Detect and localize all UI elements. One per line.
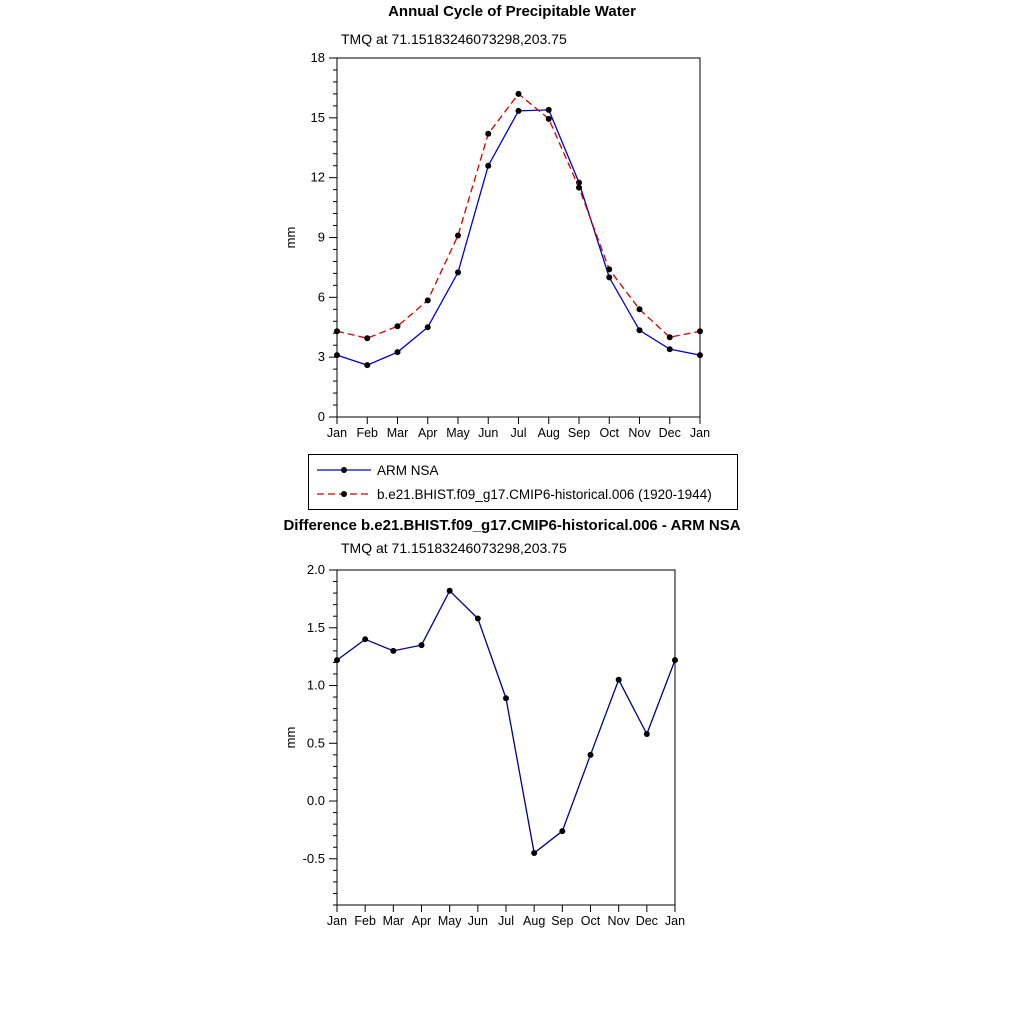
data-point — [616, 677, 622, 683]
x-tick-label: Aug — [523, 914, 546, 928]
x-tick-label: Jun — [478, 426, 499, 440]
data-point — [425, 324, 431, 330]
data-point — [606, 266, 612, 272]
y-axis-label: mm — [283, 226, 298, 249]
y-tick-label: -0.5 — [302, 850, 325, 866]
x-tick-label: Feb — [354, 914, 376, 928]
x-tick-label: Apr — [411, 914, 432, 928]
x-tick-label: Mar — [386, 426, 409, 440]
legend-line-sample — [315, 486, 373, 502]
data-point — [516, 108, 522, 114]
legend — [308, 454, 738, 510]
data-point — [334, 352, 340, 358]
data-point — [697, 352, 703, 358]
data-point — [364, 335, 370, 341]
x-tick-label: Jan — [326, 914, 348, 928]
x-tick-label: Oct — [599, 426, 619, 440]
chart-2-canvas — [270, 556, 730, 931]
y-tick-label: 1.0 — [306, 677, 325, 693]
y-tick-label: 0.5 — [306, 735, 325, 751]
x-tick-label: Nov — [628, 426, 651, 440]
legend-item-arm-nsa — [315, 458, 731, 482]
y-tick-label: 1.5 — [306, 619, 325, 635]
x-tick-label: Dec — [635, 914, 658, 928]
legend-label: ARM NSA — [377, 462, 439, 478]
y-tick-label: 15 — [310, 109, 325, 125]
data-point — [362, 636, 368, 642]
x-tick-label: Dec — [658, 426, 681, 440]
x-tick-label: Jan — [326, 426, 348, 440]
x-tick-label: Jan — [664, 914, 686, 928]
x-tick-label: Jun — [467, 914, 488, 928]
y-axis-label: mm — [283, 726, 298, 749]
data-point — [637, 327, 643, 333]
x-tick-label: Nov — [607, 914, 630, 928]
data-point — [546, 107, 552, 113]
x-tick-label: Sep — [567, 426, 591, 440]
x-tick-label: May — [437, 914, 462, 928]
legend-marker — [341, 491, 347, 497]
data-point — [455, 233, 461, 239]
data-point — [503, 695, 509, 701]
data-point — [485, 131, 491, 137]
legend-label: b.e21.BHIST.f09_g17.CMIP6-historical.006 (1920-1944) — [377, 486, 712, 502]
x-tick-label: Jul — [510, 426, 527, 440]
y-tick-label: 9 — [317, 229, 325, 245]
legend-line-sample — [315, 462, 373, 478]
chart-1-subtitle: TMQ at 71.15183246073298,203.75 — [341, 31, 567, 47]
x-tick-label: Sep — [551, 914, 574, 928]
data-point — [637, 306, 643, 312]
legend-item-model — [315, 482, 731, 506]
series-line — [337, 94, 700, 338]
data-point — [644, 731, 650, 737]
x-tick-label: Feb — [356, 426, 379, 440]
data-point — [419, 642, 425, 648]
data-point — [606, 274, 612, 280]
data-point — [667, 346, 673, 352]
data-point — [334, 328, 340, 334]
x-tick-label: Apr — [418, 426, 438, 440]
y-tick-label: 6 — [317, 289, 325, 305]
data-point — [390, 648, 396, 654]
x-tick-label: May — [446, 426, 470, 440]
data-point — [395, 349, 401, 355]
x-tick-label: Aug — [537, 426, 560, 440]
data-point — [455, 269, 461, 275]
data-point — [364, 362, 370, 368]
data-point — [425, 297, 431, 303]
data-point — [559, 828, 565, 834]
data-point — [588, 752, 594, 758]
data-point — [697, 328, 703, 334]
x-tick-label: Jul — [498, 914, 514, 928]
series-line — [337, 110, 700, 365]
data-point — [667, 334, 673, 340]
y-tick-label: 3 — [317, 349, 325, 365]
y-tick-label: 2.0 — [306, 562, 325, 577]
data-point — [516, 91, 522, 97]
x-tick-label: Oct — [580, 914, 601, 928]
data-point — [485, 163, 491, 169]
y-tick-label: 12 — [310, 169, 325, 185]
data-point — [672, 657, 678, 663]
data-point — [475, 616, 481, 622]
y-tick-label: 18 — [310, 50, 325, 65]
legend-marker — [341, 467, 347, 473]
x-tick-label: Mar — [382, 914, 405, 928]
chart-1-canvas — [270, 46, 770, 446]
chart-1-title: Annual Cycle of Precipitable Water — [388, 3, 636, 20]
data-point — [334, 657, 340, 663]
x-tick-label: Jan — [689, 426, 711, 440]
y-tick-label: 0.0 — [306, 793, 325, 809]
data-point — [395, 323, 401, 329]
data-point — [546, 116, 552, 122]
y-tick-label: 0 — [317, 409, 325, 424]
data-point — [531, 850, 537, 856]
data-point — [576, 185, 582, 191]
chart-2-subtitle: TMQ at 71.15183246073298,203.75 — [341, 540, 567, 556]
plot-frame — [337, 570, 675, 905]
series-line — [337, 591, 675, 853]
data-point — [447, 588, 453, 594]
chart-2-title: Difference b.e21.BHIST.f09_g17.CMIP6-historical.006 - ARM NSA — [283, 517, 741, 534]
